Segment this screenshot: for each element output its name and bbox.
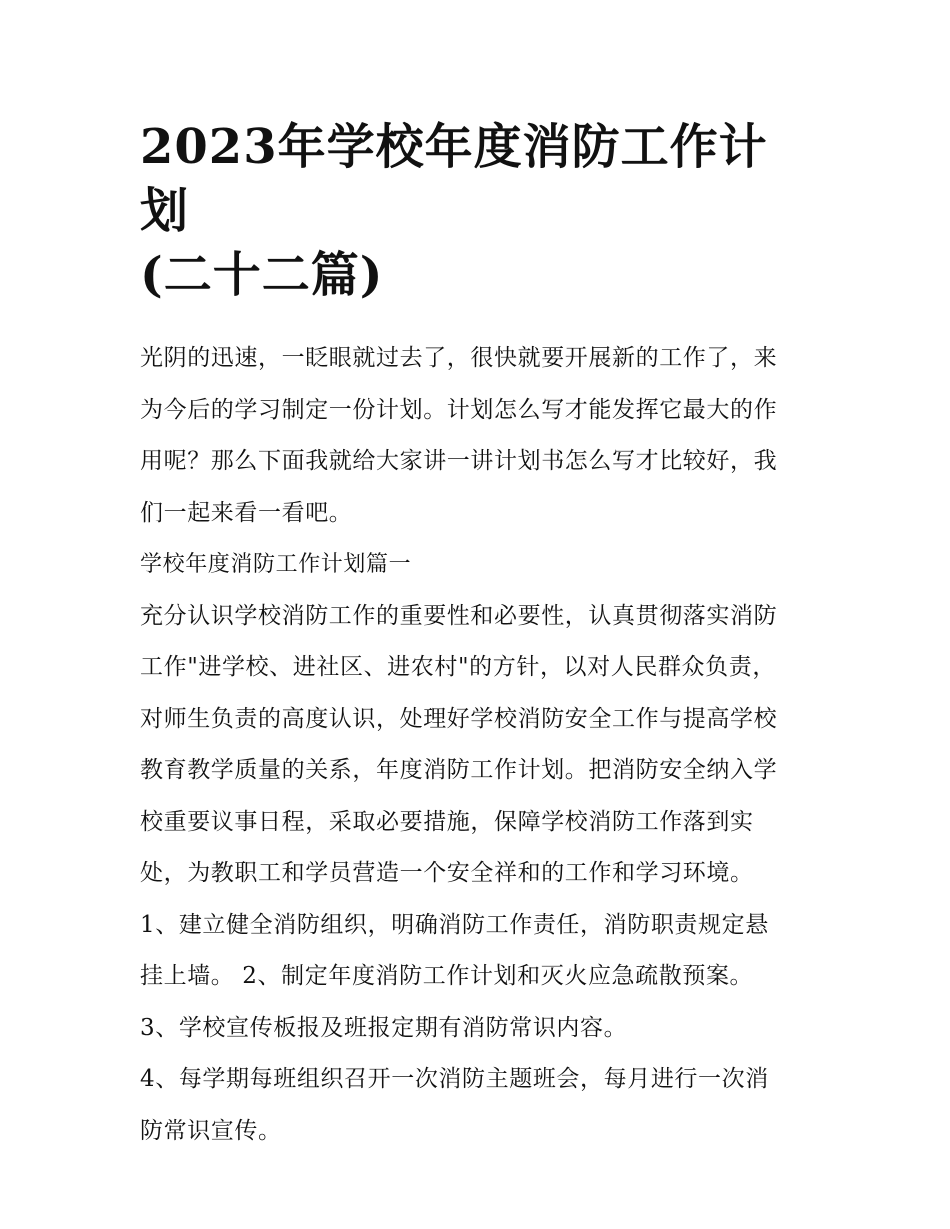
title-line: (二十二篇): [140, 247, 384, 303]
list-item-line: 防常识宣传。: [140, 1117, 282, 1144]
section-line: 处，为教职工和学员营造一个安全祥和的工作和学习环境。: [140, 860, 754, 886]
list-item-line: 1、建立健全消防组织，明确消防工作责任，消防职责规定悬: [140, 911, 769, 938]
section-line: 充分认识学校消防工作的重要性和必要性，认真贯彻落实消防: [140, 602, 778, 629]
intro-line: 为今后的学习制定一份计划。计划怎么写才能发挥它最大的作: [140, 396, 778, 423]
intro-line: 光阴的迅速，一眨眼就过去了，很快就要开展新的工作了，来: [140, 345, 778, 371]
list-item-line: 挂上墙。 2、制定年度消防工作计划和灭火应急疏散预案。: [140, 963, 754, 989]
title-line: 2023年学校年度消防工作计划: [140, 119, 768, 239]
list-item-line: 3、学校宣传板报及班报定期有消防常识内容。: [140, 1014, 628, 1041]
document-body: [140, 333, 815, 1157]
list-item-line: 4、每学期每班组织召开一次消防主题班会，每月进行一次消: [140, 1066, 769, 1092]
intro-line: 用呢？那么下面我就给大家讲一讲计划书怎么写才比较好，我: [140, 448, 778, 474]
section-line: 教育教学质量的关系，年度消防工作计划。把消防安全纳入学: [140, 757, 778, 783]
document-title: [140, 115, 815, 307]
intro-line: 们一起来看一看吧。: [140, 499, 353, 526]
section-line: 工作"进学校、进社区、进农村"的方针，以对人民群众负责，: [140, 654, 776, 680]
section-line: 对师生负责的高度认识，处理好学校消防安全工作与提高学校: [140, 705, 778, 732]
section-line: 校重要议事日程，采取必要措施，保障学校消防工作落到实: [140, 808, 754, 835]
document-page: [140, 115, 815, 1157]
section-heading: 学校年度消防工作计划篇一: [140, 552, 412, 577]
